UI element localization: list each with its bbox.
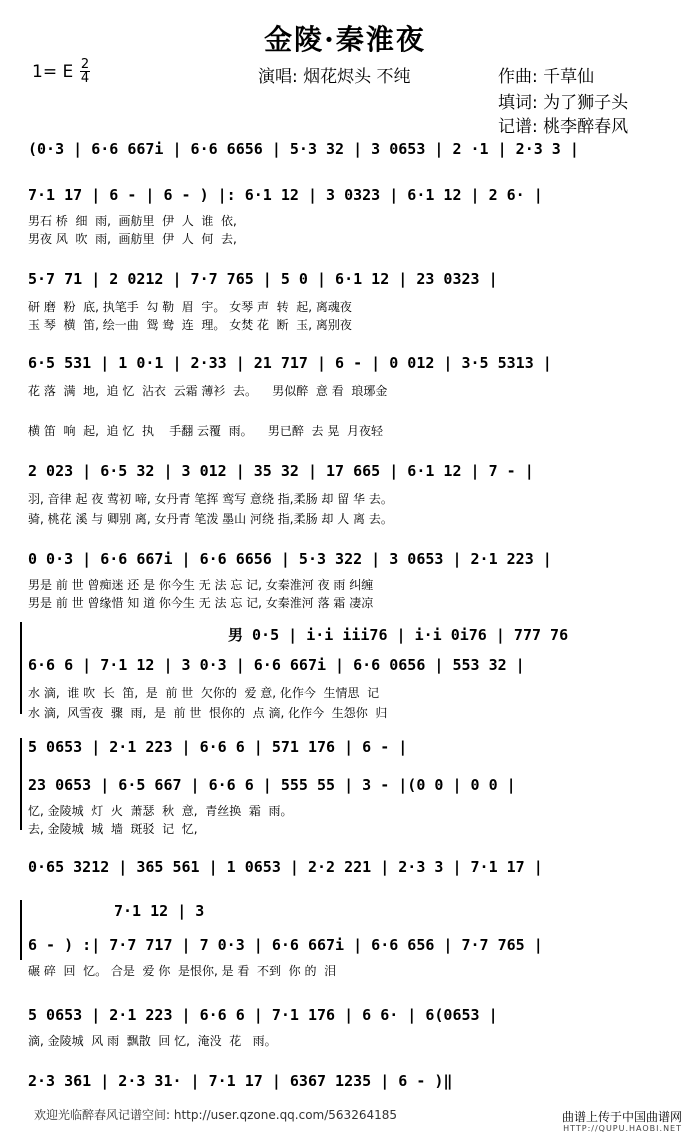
lyricist-credit: 填词: 为了狮子头 — [498, 93, 629, 113]
time-signature — [80, 58, 90, 85]
lyric-line-3a: 研 磨 粉 底, 执笔手 勾 勒 眉 宇。 女琴 声 转 起, 离魂夜 — [28, 300, 352, 314]
watermark-line-1: 曲谱上传于中国曲谱网 — [561, 1110, 682, 1124]
score-line-8: 23 0653 | 6·5 667 | 6·6 6 | 555 55 | 3 - |(0 0 | 0 0 | — [28, 776, 516, 794]
voice-bracket-3 — [20, 900, 22, 960]
lyric-line-2b: 男夜 风 吹 雨, 画舫里 伊 人 何 去, — [28, 232, 237, 246]
score-line-7: 6·6 6 | 7·1 12 | 3 0·3 | 6·6 667i | 6·6 0656 | 553 32 | — [28, 656, 525, 674]
lyric-line-8b: 去, 金陵城 城 墙 斑驳 记 忆, — [28, 822, 198, 836]
lyric-line-2a: 男石 桥 细 雨, 画舫里 伊 人 谁 依, — [28, 214, 237, 228]
score-line-7-upper: 男 0·5 | i·i iii76 | i·i 0i76 | 777 76 — [228, 626, 569, 644]
lyric-line-5a: 羽, 音律 起 夜 莺初 啼, 女丹青 笔挥 鸾写 意绕 指,柔肠 却 留 华 去。 — [28, 492, 393, 506]
score-line-4: 6·5 531 | 1 0·1 | 2·33 | 21 717 | 6 - | 0 012 | 3·5 5313 | — [28, 354, 552, 372]
voice-bracket-1 — [20, 622, 22, 714]
song-title: 金陵·秦淮夜 — [264, 23, 426, 56]
score-line-6: 0 0·3 | 6·6 667i | 6·6 6656 | 5·3 322 | 3 0653 | 2·1 223 | — [28, 550, 552, 568]
transcriber-credit: 记谱: 桃李醉春风 — [498, 117, 629, 137]
score-line-3: 5·7 71 | 2 0212 | 7·7 765 | 5 0 | 6·1 12 | 23 0323 | — [28, 270, 498, 288]
score-line-10-upper: 7·1 12 | 3 — [114, 902, 205, 920]
footer-text: 欢迎光临醉春风记谱空间: http://user.qzone.qq.com/563264185 — [34, 1108, 398, 1122]
singer-credit: 演唱: 烟花烬头 不纯 — [258, 67, 411, 87]
score-line-1: (0·3 | 6·6 667i | 6·6 6656 | 5·3 32 | 3 0653 | 2 ·1 | 2·3 3 | — [28, 140, 579, 158]
lyric-line-3b: 玉 琴 横 笛, 绘一曲 鸳 鸯 连 理。 女焚 花 断 玉, 离别夜 — [28, 318, 352, 332]
time-numerator: 2 — [80, 57, 90, 72]
watermark-line-2: HTTP://QUPU.HAOBI.NET — [563, 1124, 682, 1133]
time-denominator: 4 — [80, 71, 90, 86]
voice-bracket-2 — [20, 738, 22, 830]
score-line-5: 2 023 | 6·5 32 | 3 012 | 35 32 | 17 665 | 6·1 12 | 7 - | — [28, 462, 534, 480]
key-signature: 1= E — [32, 62, 74, 82]
lyric-line-5b: 骑, 桃花 溪 与 卿别 离, 女丹青 笔泼 墨山 河绕 指,柔肠 却 人 离 去。 — [28, 512, 393, 526]
lyric-line-7b: 水 滴, 风雪夜 骤 雨, 是 前 世 恨你的 点 滴, 化作今 生怨你 归 — [28, 706, 388, 720]
lyric-line-6a: 男是 前 世 曾痴迷 还 是 你今生 无 法 忘 记, 女秦淮河 夜 雨 纠缠 — [28, 578, 374, 592]
lyric-line-4a: 花 落 满 地, 追 忆 沾衣 云霜 薄衫 去。 男似醉 意 看 琅琊金 — [28, 384, 388, 398]
lyric-line-8a: 忆, 金陵城 灯 火 萧瑟 秋 意, 青丝换 霜 雨。 — [28, 804, 293, 818]
lyric-line-6b: 男是 前 世 曾缘惜 知 道 你今生 无 法 忘 记, 女秦淮河 落 霜 凄凉 — [28, 596, 374, 610]
score-line-10: 6 - ) :| 7·7 717 | 7 0·3 | 6·6 667i | 6·6 656 | 7·7 765 | — [28, 936, 543, 954]
score-line-9: 0·65 3212 | 365 561 | 1 0653 | 2·2 221 | 2·3 3 | 7·1 17 | — [28, 858, 543, 876]
score-line-12: 2·3 361 | 2·3 31· | 7·1 17 | 6367 1235 | 6 - )‖ — [28, 1072, 453, 1090]
composer-credit: 作曲: 千草仙 — [498, 67, 595, 87]
lyric-line-10: 碾 碎 回 忆。 合是 爱 你 是恨你, 是 看 不到 你 的 泪 — [28, 964, 337, 978]
lyric-line-4b: 横 笛 响 起, 追 忆 执 手翻 云覆 雨。 男已醉 去 晃 月夜轻 — [28, 424, 383, 438]
lyric-line-11: 滴, 金陵城 风 雨 飘散 回 忆, 淹没 花 雨。 — [28, 1034, 277, 1048]
score-line-2: 7·1 17 | 6 - | 6 - ) |: 6·1 12 | 3 0323 | 6·1 12 | 2 6· | — [28, 186, 543, 204]
score-line-8-upper: 5 0653 | 2·1 223 | 6·6 6 | 571 176 | 6 - | — [28, 738, 408, 756]
lyric-line-7a: 水 滴, 谁 吹 长 笛, 是 前 世 欠你的 爱 意, 化作今 生情思 记 — [28, 686, 380, 700]
score-line-11: 5 0653 | 2·1 223 | 6·6 6 | 7·1 176 | 6 6· | 6(0653 | — [28, 1006, 498, 1024]
